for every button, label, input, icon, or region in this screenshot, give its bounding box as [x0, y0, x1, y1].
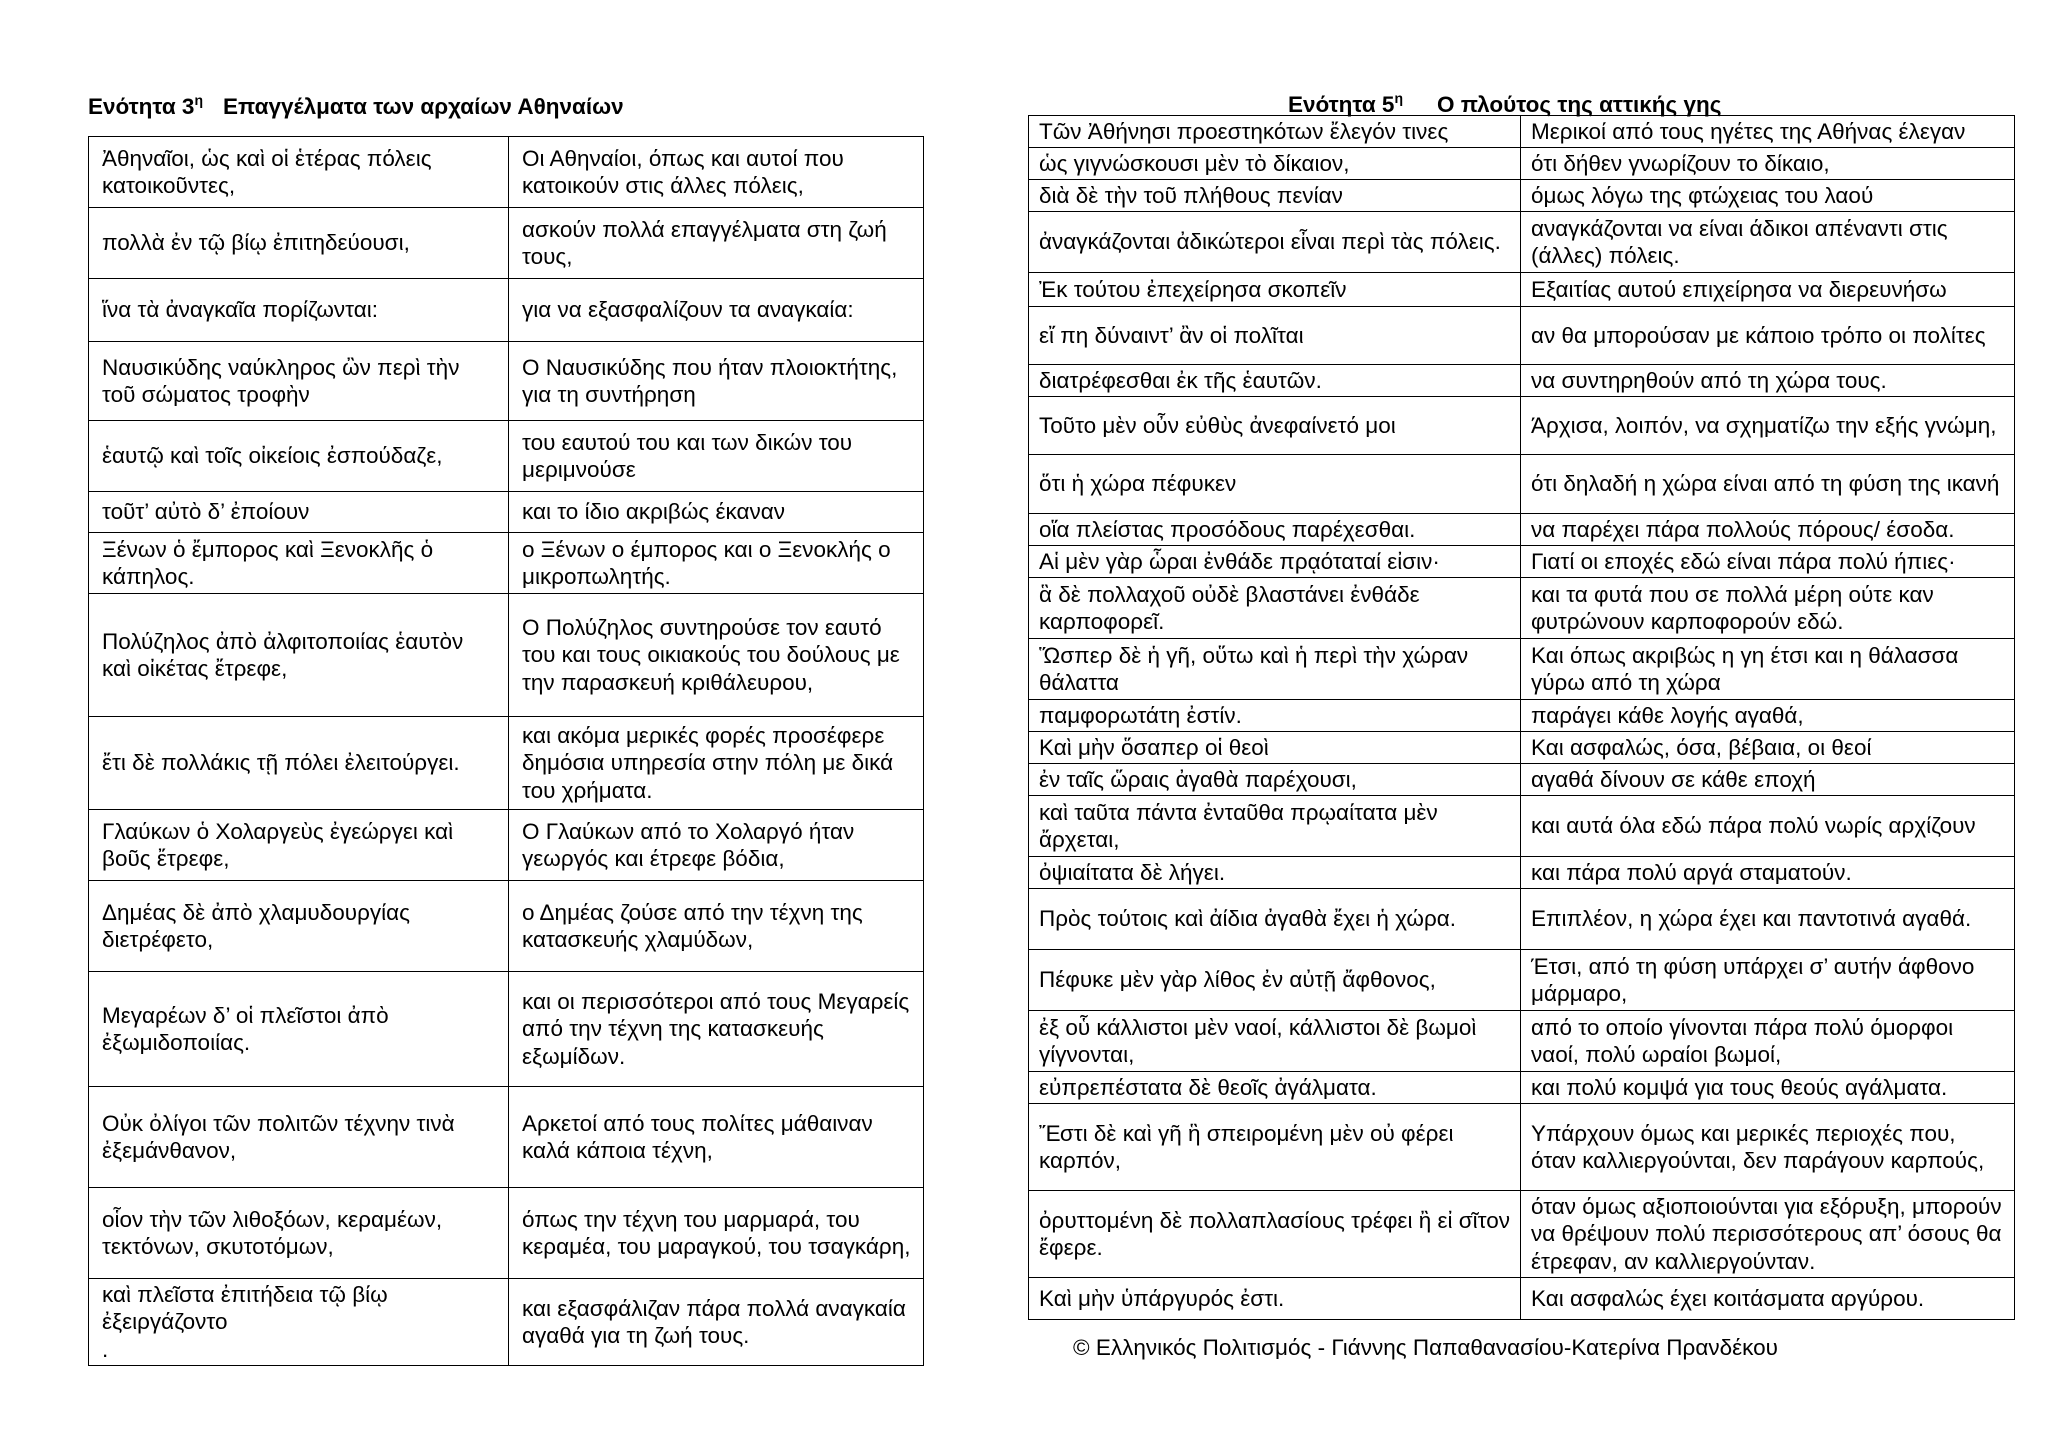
ancient-greek-cell: τοῦτ’ αὐτὸ δ’ ἐποίουν — [89, 492, 509, 533]
table-row — [1029, 455, 2015, 514]
modern-greek-cell: Και ασφαλώς, όσα, βέβαια, οι θεοί — [1521, 732, 2015, 764]
table-row — [89, 1279, 924, 1366]
modern-greek-cell: και το ίδιο ακριβώς έκαναν — [509, 492, 924, 533]
table-row — [1029, 365, 2015, 397]
table-row — [1029, 180, 2015, 212]
left-heading-superscript: η — [194, 92, 203, 108]
modern-greek-cell: και πάρα πολύ αργά σταματούν. — [1521, 857, 2015, 889]
table-row — [89, 881, 924, 972]
modern-greek-cell: του εαυτού του και των δικών του μεριμνούσε — [509, 421, 924, 492]
ancient-greek-cell: Τῶν Ἀθήνησι προεστηκότων ἔλεγόν τινες — [1029, 116, 1521, 148]
modern-greek-cell: Ο Ναυσικύδης που ήταν πλοιοκτήτης, για τη συντήρηση — [509, 342, 924, 421]
table-row — [89, 208, 924, 279]
ancient-greek-cell: ἔτι δὲ πολλάκις τῇ πόλει ἐλειτούργει. — [89, 717, 509, 810]
table-row — [1029, 578, 2015, 639]
table-row — [1029, 1191, 2015, 1278]
modern-greek-cell: Οι Αθηναίοι, όπως και αυτοί που κατοικούν στις άλλες πόλεις, — [509, 137, 924, 208]
modern-greek-cell: Μερικοί από τους ηγέτες της Αθήνας έλεγαν — [1521, 116, 2015, 148]
table-row — [1029, 889, 2015, 950]
modern-greek-cell: και εξασφάλιζαν πάρα πολλά αναγκαία αγαθά για τη ζωή τους. — [509, 1279, 924, 1366]
table-row — [89, 717, 924, 810]
modern-greek-cell: όμως λόγω της φτώχειας του λαού — [1521, 180, 2015, 212]
ancient-greek-cell: Γλαύκων ὁ Χολαργεὺς ἐγεώργει καὶ βοῦς ἔτρεφε, — [89, 810, 509, 881]
ancient-greek-cell: Ναυσικύδης ναύκληρος ὢν περὶ τὴν τοῦ σώματος τροφὴν — [89, 342, 509, 421]
modern-greek-cell: και οι περισσότεροι από τους Μεγαρείς από την τέχνη της κατασκευής εξωμίδων. — [509, 972, 924, 1087]
modern-greek-cell: όταν όμως αξιοποιούνται για εξόρυξη, μπορούν να θρέψουν πολύ περισσότερους απ’ όσους θα έτρεφαν, αν καλλιεργούνταν. — [1521, 1191, 2015, 1278]
modern-greek-cell: όπως την τέχνη του μαρμαρά, του κεραμέα, του μαραγκού, του τσαγκάρη, — [509, 1188, 924, 1279]
table-row — [1029, 764, 2015, 796]
modern-greek-cell: να συντηρηθούν από τη χώρα τους. — [1521, 365, 2015, 397]
ancient-greek-cell: οἵα πλείστας προσόδους παρέχεσθαι. — [1029, 514, 1521, 546]
ancient-greek-cell: εὐπρεπέστατα δὲ θεοῖς ἀγάλματα. — [1029, 1072, 1521, 1104]
left-heading-title: Επαγγέλματα των αρχαίων Αθηναίων — [223, 94, 624, 119]
modern-greek-cell: και ακόμα μερικές φορές προσέφερε δημόσια υπηρεσία στην πόλη με δικά του χρήματα. — [509, 717, 924, 810]
left-section-heading — [88, 93, 624, 119]
table-row — [89, 810, 924, 881]
modern-greek-cell: ο Ξένων ο έμπορος και ο Ξενοκλής ο μικροπωλητής. — [509, 533, 924, 594]
modern-greek-cell: για να εξασφαλίζουν τα αναγκαία: — [509, 279, 924, 342]
ancient-greek-cell: Ἔστι δὲ καὶ γῆ ἣ σπειρομένη μὲν οὐ φέρει καρπόν, — [1029, 1104, 1521, 1191]
ancient-greek-cell: ὀψιαίτατα δὲ λήγει. — [1029, 857, 1521, 889]
table-row — [1029, 116, 2015, 148]
table-row — [1029, 1072, 2015, 1104]
ancient-greek-cell: ἐξ οὗ κάλλιστοι μὲν ναοί, κάλλιστοι δὲ βωμοὶ γίγνονται, — [1029, 1011, 1521, 1072]
modern-greek-cell: και αυτά όλα εδώ πάρα πολύ νωρίς αρχίζουν — [1521, 796, 2015, 857]
ancient-greek-cell: διὰ δὲ τὴν τοῦ πλήθους πενίαν — [1029, 180, 1521, 212]
ancient-greek-cell: πολλὰ ἐν τῷ βίῳ ἐπιτηδεύουσι, — [89, 208, 509, 279]
ancient-greek-cell: καὶ πλεῖστα ἐπιτήδεια τῷ βίῳ ἐξειργάζοντο . — [89, 1279, 509, 1366]
left-heading-label: Ενότητα 3 — [88, 94, 195, 119]
ancient-greek-cell: ὡς γιγνώσκουσι μὲν τὸ δίκαιον, — [1029, 148, 1521, 180]
table-row — [89, 492, 924, 533]
table-row — [1029, 700, 2015, 732]
ancient-greek-cell: παμφορωτάτη ἐστίν. — [1029, 700, 1521, 732]
modern-greek-cell: αν θα μπορούσαν με κάποιο τρόπο οι πολίτες — [1521, 307, 2015, 365]
ancient-greek-cell: διατρέφεσθαι ἐκ τῆς ἑαυτῶν. — [1029, 365, 1521, 397]
table-row — [1029, 148, 2015, 180]
ancient-greek-cell: οἷον τὴν τῶν λιθοξόων, κεραμέων, τεκτόνων, σκυτοτόμων, — [89, 1188, 509, 1279]
modern-greek-cell: Και όπως ακριβώς η γη έτσι και η θάλασσα γύρω από τη χώρα — [1521, 639, 2015, 700]
modern-greek-cell: αναγκάζονται να είναι άδικοι απέναντι στις (άλλες) πόλεις. — [1521, 212, 2015, 273]
ancient-greek-cell: Δημέας δὲ ἀπὸ χλαμυδουργίας διετρέφετο, — [89, 881, 509, 972]
table-row — [1029, 546, 2015, 578]
table-row — [89, 421, 924, 492]
ancient-greek-cell: Οὐκ ὀλίγοι τῶν πολιτῶν τέχνην τινὰ ἐξεμάνθανον, — [89, 1087, 509, 1188]
table-row — [1029, 307, 2015, 365]
modern-greek-cell: Αρκετοί από τους πολίτες μάθαιναν καλά κάποια τέχνη, — [509, 1087, 924, 1188]
ancient-greek-cell: Καὶ μὴν ὅσαπερ οἱ θεοὶ — [1029, 732, 1521, 764]
table-row — [1029, 212, 2015, 273]
table-row — [89, 972, 924, 1087]
ancient-greek-cell: Ἀθηναῖοι, ὡς καὶ οἱ ἑτέρας πόλεις κατοικοῦντες, — [89, 137, 509, 208]
modern-greek-cell: Υπάρχουν όμως και μερικές περιοχές που, όταν καλλιεργούνται, δεν παράγουν καρπούς, — [1521, 1104, 2015, 1191]
table-row — [89, 342, 924, 421]
modern-greek-cell: Γιατί οι εποχές εδώ είναι πάρα πολύ ήπιες· — [1521, 546, 2015, 578]
table-row — [89, 1188, 924, 1279]
table-row — [1029, 1104, 2015, 1191]
modern-greek-cell: ο Δημέας ζούσε από την τέχνη της κατασκευής χλαμύδων, — [509, 881, 924, 972]
table-row — [1029, 857, 2015, 889]
modern-greek-cell: και πολύ κομψά για τους θεούς αγάλματα. — [1521, 1072, 2015, 1104]
modern-greek-cell: να παρέχει πάρα πολλούς πόρους/ έσοδα. — [1521, 514, 2015, 546]
table-row — [89, 137, 924, 208]
ancient-greek-cell: ἃ δὲ πολλαχοῦ οὐδὲ βλαστάνει ἐνθάδε καρποφορεῖ. — [1029, 578, 1521, 639]
ancient-greek-cell: Πέφυκε μὲν γὰρ λίθος ἐν αὐτῇ ἄφθονος, — [1029, 950, 1521, 1011]
table-row — [89, 533, 924, 594]
ancient-greek-cell: Ὥσπερ δὲ ἡ γῆ, οὕτω καὶ ἡ περὶ τὴν χώραν θάλαττα — [1029, 639, 1521, 700]
ancient-greek-cell: ἀναγκάζονται ἀδικώτεροι εἶναι περὶ τὰς πόλεις. — [1029, 212, 1521, 273]
modern-greek-cell: αγαθά δίνουν σε κάθε εποχή — [1521, 764, 2015, 796]
right-heading-superscript: η — [1394, 90, 1403, 106]
table-row — [1029, 1011, 2015, 1072]
modern-greek-cell: Και ασφαλώς έχει κοιτάσματα αργύρου. — [1521, 1278, 2015, 1320]
table-row — [1029, 639, 2015, 700]
table-row — [89, 594, 924, 717]
modern-greek-cell: Ο Γλαύκων από το Χολαργό ήταν γεωργός και έτρεφε βόδια, — [509, 810, 924, 881]
ancient-greek-cell: εἴ πη δύναιντ’ ἂν οἱ πολῖται — [1029, 307, 1521, 365]
table-row — [1029, 397, 2015, 455]
table-row — [89, 279, 924, 342]
ancient-greek-cell: ὅτι ἡ χώρα πέφυκεν — [1029, 455, 1521, 514]
right-section-heading — [1288, 91, 1721, 117]
right-heading-label: Ενότητα 5 — [1288, 92, 1395, 117]
table-row — [1029, 1278, 2015, 1320]
modern-greek-cell: ότι δήθεν γνωρίζουν το δίκαιο, — [1521, 148, 2015, 180]
modern-greek-cell: Άρχισα, λοιπόν, να σχηματίζω την εξής γνώμη, — [1521, 397, 2015, 455]
ancient-greek-cell: Τοῦτο μὲν οὖν εὐθὺς ἀνεφαίνετό μοι — [1029, 397, 1521, 455]
ancient-greek-cell: Ξένων ὁ ἔμπορος καὶ Ξενοκλῆς ὁ κάπηλος. — [89, 533, 509, 594]
left-translation-table — [88, 136, 924, 1366]
ancient-greek-cell: Πολύζηλος ἀπὸ ἀλφιτοποιίας ἑαυτὸν καὶ οἰκέτας ἔτρεφε, — [89, 594, 509, 717]
table-row — [1029, 514, 2015, 546]
table-row — [1029, 732, 2015, 764]
modern-greek-cell: παράγει κάθε λογής αγαθά, — [1521, 700, 2015, 732]
ancient-greek-cell: ἵνα τὰ ἀναγκαῖα πορίζωνται: — [89, 279, 509, 342]
copyright-footer: © Ελληνικός Πολιτισμός - Γιάννης Παπαθανασίου-Κατερίνα Πρανδέκου — [1073, 1335, 1778, 1360]
table-row — [1029, 950, 2015, 1011]
table-row — [89, 1087, 924, 1188]
modern-greek-cell: Έτσι, από τη φύση υπάρχει σ’ αυτήν άφθονο μάρμαρο, — [1521, 950, 2015, 1011]
modern-greek-cell: Ο Πολύζηλος συντηρούσε τον εαυτό του και τους οικιακούς του δούλους με την παρασκευή κριθάλευρου, — [509, 594, 924, 717]
ancient-greek-cell: καὶ ταῦτα πάντα ἐνταῦθα πρῳαίτατα μὲν ἄρχεται, — [1029, 796, 1521, 857]
ancient-greek-cell: ἑαυτῷ καὶ τοῖς οἰκείοις ἐσπούδαζε, — [89, 421, 509, 492]
ancient-greek-cell: Μεγαρέων δ’ οἱ πλεῖστοι ἀπὸ ἐξωμιδοποιίας. — [89, 972, 509, 1087]
modern-greek-cell: Εξαιτίας αυτού επιχείρησα να διερευνήσω — [1521, 273, 2015, 307]
modern-greek-cell: και τα φυτά που σε πολλά μέρη ούτε καν φυτρώνουν καρποφορούν εδώ. — [1521, 578, 2015, 639]
modern-greek-cell: ασκούν πολλά επαγγέλματα στη ζωή τους, — [509, 208, 924, 279]
right-heading-title: Ο πλούτος της αττικής γης — [1437, 92, 1722, 117]
table-row — [1029, 273, 2015, 307]
ancient-greek-cell: Πρὸς τούτοις καὶ ἀίδια ἀγαθὰ ἔχει ἡ χώρα. — [1029, 889, 1521, 950]
table-row — [1029, 796, 2015, 857]
modern-greek-cell: ότι δηλαδή η χώρα είναι από τη φύση της ικανή — [1521, 455, 2015, 514]
ancient-greek-cell: ὀρυττομένη δὲ πολλαπλασίους τρέφει ἢ εἰ σῖτον ἔφερε. — [1029, 1191, 1521, 1278]
modern-greek-cell: από το οποίο γίνονται πάρα πολύ όμορφοι ναοί, πολύ ωραίοι βωμοί, — [1521, 1011, 2015, 1072]
ancient-greek-cell: Αἱ μὲν γὰρ ὧραι ἐνθάδε πρᾳόταταί εἰσιν· — [1029, 546, 1521, 578]
ancient-greek-cell: Ἐκ τούτου ἐπεχείρησα σκοπεῖν — [1029, 273, 1521, 307]
ancient-greek-cell: ἐν ταῖς ὥραις ἀγαθὰ παρέχουσι, — [1029, 764, 1521, 796]
ancient-greek-cell: Καὶ μὴν ὑπάργυρός ἐστι. — [1029, 1278, 1521, 1320]
right-translation-table — [1028, 115, 2015, 1320]
modern-greek-cell: Επιπλέον, η χώρα έχει και παντοτινά αγαθά. — [1521, 889, 2015, 950]
